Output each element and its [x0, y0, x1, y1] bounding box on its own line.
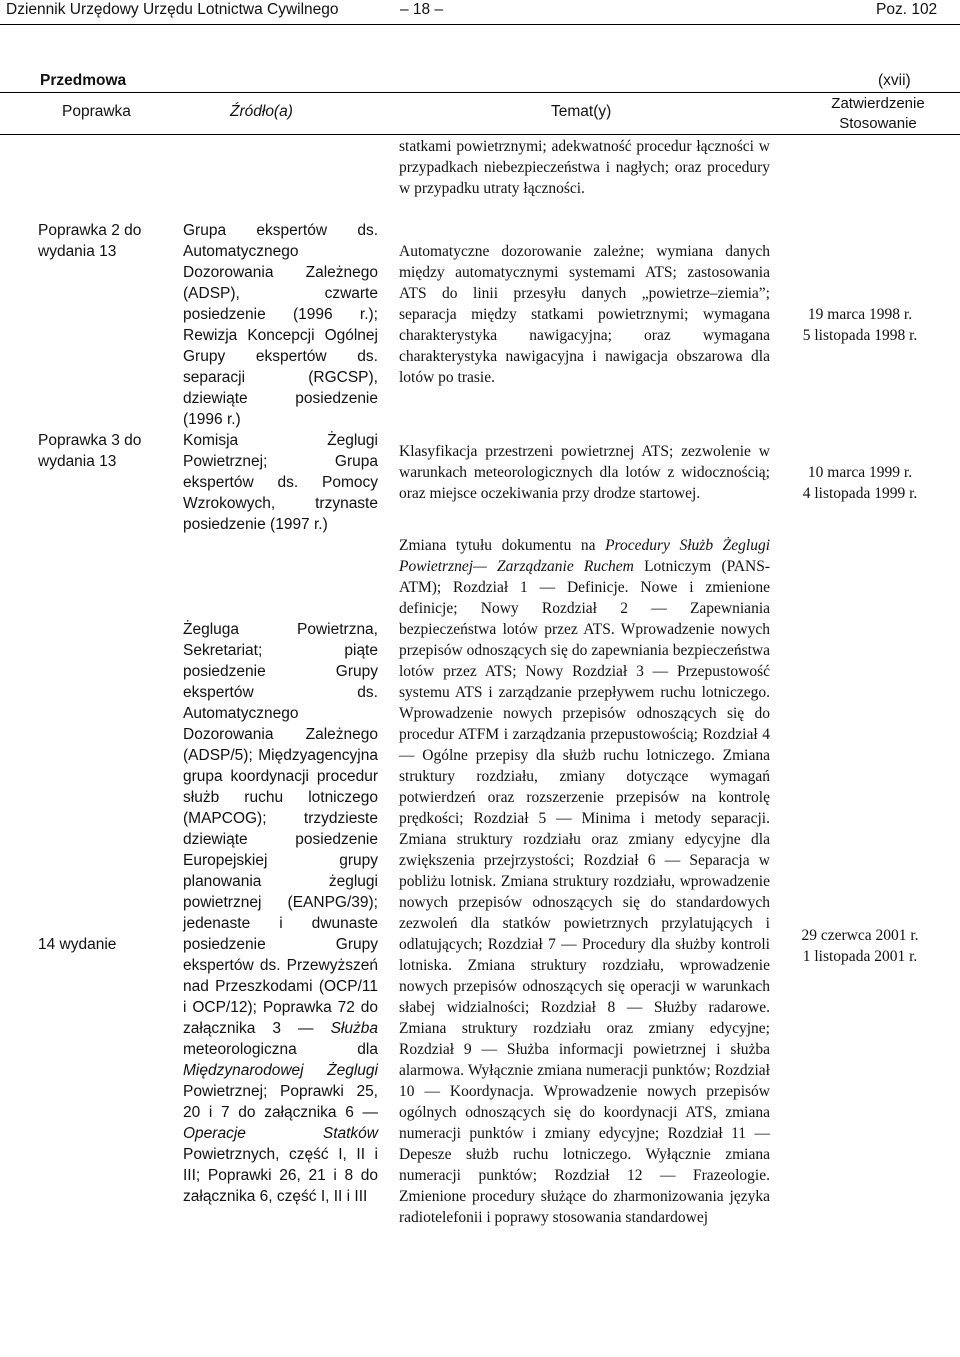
position-number: Poz. 102: [876, 1, 938, 18]
col-header-approval: Zatwierdzenie: [831, 95, 925, 112]
row-2-subject: Klasyfikacja przestrzeni powietrznej ATS; zezwolenie w warunkach meteorologicznych dla lotów z widocznością; oraz miejsce oczekiwania przy drodze startowej.: [399, 443, 770, 502]
col-header-subject: Temat(y): [551, 103, 612, 120]
column-header-rule: [0, 134, 960, 135]
row-3-approval: 29 czerwca 2001 r.: [801, 927, 919, 944]
row-2-amendment: Poprawka 3 do wydania 13: [38, 432, 142, 470]
section-rule: [0, 92, 960, 93]
row-1-approval: 19 marca 1998 r.: [807, 306, 913, 323]
row-3-subject-part-3: Lotniczym (PANS-ATM); Rozdział 1 — Definicje. Nowe i zmienione definicje; Nowy Rozdział 2 — Zapewniania bezpieczeństwa lotów przez ATS. Wprowadzenie nowych przepisów odnoszących się do zapewniania bezpieczeństwa lotów przez ATS; Nowy Rozdział 3 — Przepustowość systemu ATS i zarządzanie przepływem ruchu lotniczego. Wprowadzenie nowych przepisów odnoszących się do procedur ATFM i zarządzania przepustowością; Rozdział 4 — Ogólne przepisy dla służb ruchu lotniczego. Zmiana struktury rozdziału, zmiany dotyczące wymagań potwierdzeń oraz rozszerzenie przepisów na kontrolę prędkości; Rozdział 5 — Minima i metody separacji. Zmiana struktury rozdziału oraz zmiany edycyjne dla zwiększenia przejrzystości; Rozdział 6 — Separacja w pobliżu lotnisk. Zmiana struktury rozdziału, wprowadzenie nowych przepisów odnoszących się do standardowych zezwoleń dla statków powietrznych przylatujących i odlatujących; Rozdział 7 — Procedury dla służby kontroli lotniska. Zmiana struktury rozdziału, wprowadzenie nowych przepisów odnoszących się operacji w warunkach słabej widzialności; Rozdział 8 — Służby radarowe. Zmiana struktury rozdziału oraz zmiany edycyjne; Rozdział 9 — Służba informacji powietrznej i służba alarmowa. Wyłącznie zmiana numeracji punktów; Rozdział 10 — Koordynacja. Wprowadzenie nowych przepisów ogólnych odnoszących się do koordynacji ATS, zmiana numeracji punktów i zmiany edycyjne; Rozdział 11 — Depesze służb ruchu lotniczego. Wyłącznie zmiana numeracji punktów; Rozdział 12 — Frazeologie. Zmienione procedury służące do zharmonizowania języka radiotelefonii i poprawy stosowania standardowej: [399, 558, 770, 1226]
row-2-source: Komisja Żeglugi Powietrznej; Grupa ekspertów ds. Pomocy Wzrokowych, trzynaste posiedzenie (1997 r.): [183, 432, 378, 533]
row-1-subject: Automatyczne dozorowanie zależne; wymiana danych między automatycznymi systemami ATS; zastosowania ATS do linii przesyłu danych „powietrze–ziemia”; separacja między statkami powietrznymi; wymagana charakterystyka nawigacyjna; oraz wymagana charakterystyka nawigacyjna i nawigacja obszarowa dla lotów po trasie.: [399, 243, 770, 386]
row-1-amendment: Poprawka 2 do wydania 13: [38, 222, 142, 260]
row-0-subject: statkami powietrznymi; adekwatność procedur łączności w przypadkach niebezpieczeństwa i nagłych; oraz procedury w przypadku utraty łączności.: [399, 138, 770, 197]
col-header-dates: [806, 94, 950, 134]
row-3-dates: [790, 925, 930, 967]
row-2-applicable: 4 listopada 1999 r.: [802, 485, 918, 502]
row-2-approval: 10 marca 1999 r.: [807, 464, 913, 481]
page-number: – 18 –: [400, 1, 444, 18]
row-1-source: Grupa ekspertów ds. Automatycznego Dozorowania Zależnego (ADSP), czwarte posiedzenie (1996 r.); Rewizja Koncepcji Ogólnej Grupy ekspertów ds. separacji (RGCSP), dziewiąte posiedzenie (1996 r.): [183, 222, 378, 428]
row-3-subject-part-2: Procedury Służb Żeglugi Powietrznej— Zarządzanie Ruchem: [399, 537, 770, 575]
row-3-applicable: 1 listopada 2001 r.: [802, 948, 918, 965]
row-3-source-part-6: Operacje Statków: [183, 1125, 378, 1142]
row-3-source-part-7: Powietrznych, część I, II i III; Poprawki 26, 21 i 8 do załącznika 6, część I, II i III: [183, 1146, 378, 1205]
col-header-amendment: Poprawka: [62, 103, 131, 120]
row-3-source-part-5: Powietrznej; Poprawki 25, 20 i 7 do załącznika 6 —: [183, 1083, 378, 1121]
row-3-source-part-4: Międzynarodowej Żeglugi: [183, 1062, 378, 1079]
journal-title: Dziennik Urzędowy Urzędu Lotnictwa Cywilnego: [6, 1, 339, 18]
row-3-source: [183, 619, 378, 1207]
row-3-source-part-2: Służba: [330, 1020, 378, 1037]
row-3-subject-part-1: Zmiana tytułu dokumentu na: [399, 537, 606, 554]
row-3-source-part-3: meteorologiczna dla: [183, 1041, 378, 1058]
col-header-applicable: Stosowanie: [839, 115, 917, 132]
col-header-source: Źródło(a): [230, 103, 293, 120]
row-3-amendment: 14 wydanie: [38, 936, 117, 953]
row-2-dates: [790, 462, 930, 504]
row-3-source-part-1: Żegluga Powietrzna, Sekretariat; piąte posiedzenie Grupy ekspertów ds. Automatycznego Dozorowania Zależnego (ADSP/5); Międzyagencyjna grupa koordynacji procedur służb ruchu lotniczego (MAPCOG); trzydzieste dziewiąte posiedzenie Europejskiej grupy planowania żeglugi powietrznej (EANPG/39); jedenaste i dwunaste posiedzenie Grupy ekspertów ds. Przewyższeń nad Przeszkodami (OCP/11 i OCP/12); Poprawka 72 do załącznika 3 —: [183, 621, 378, 1037]
row-3-subject: [399, 535, 770, 1228]
header-rule: [0, 24, 960, 25]
section-title: Przedmowa: [40, 72, 127, 89]
row-1-applicable: 5 listopada 1998 r.: [802, 327, 918, 344]
row-1-dates: [790, 304, 930, 346]
section-roman: (xvii): [878, 72, 911, 89]
